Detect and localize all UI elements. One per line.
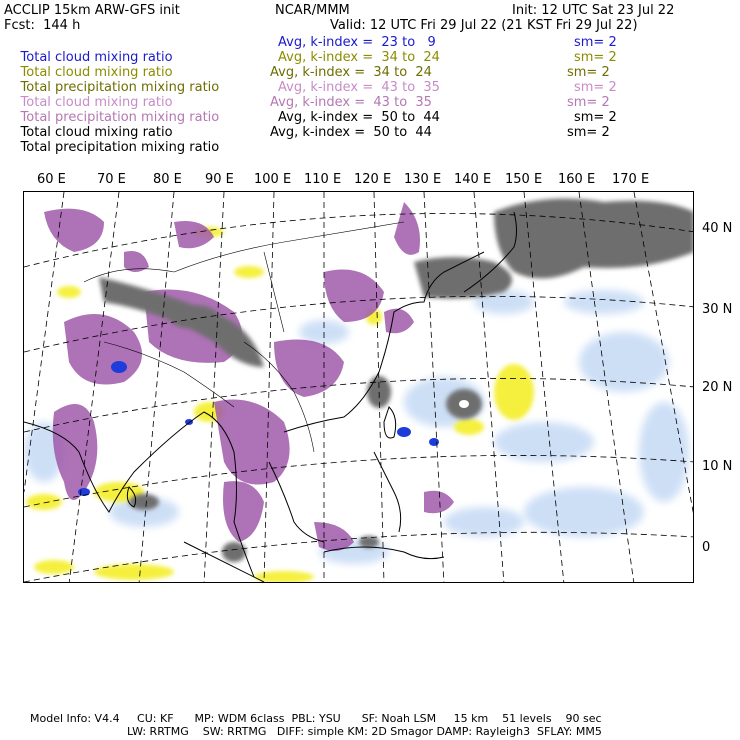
legend-sm: sm= 2 [574, 35, 617, 50]
legend-field-name: Total cloud mixing ratio [20, 125, 173, 140]
typhoon-eye [459, 400, 469, 408]
map-canvas [24, 192, 694, 583]
legend-field-name: Total precipitation mixing ratio [20, 110, 220, 125]
lon-label-120e: 120 E [354, 172, 392, 187]
legend-avg: Avg, k-index = 34 to 24 [270, 65, 432, 80]
legend-sm: sm= 2 [574, 110, 617, 125]
legend-field-name: Total precipitation mixing ratio [20, 140, 220, 155]
lon-label-170e: 170 E [612, 172, 650, 187]
organization-label: NCAR/MMM [275, 3, 350, 18]
legend-avg: Avg, k-index = 23 to 9 [278, 35, 436, 50]
legend-sm: sm= 2 [567, 125, 610, 140]
lon-label-60e: 60 E [37, 172, 66, 187]
lat-label-10n: 10 N [702, 459, 733, 474]
lat-label-20n: 20 N [702, 380, 733, 395]
lon-label-90e: 90 E [205, 172, 234, 187]
legend-field-name: Total cloud mixing ratio [20, 65, 173, 80]
legend-avg: Avg, k-index = 43 to 35 [270, 95, 432, 110]
lon-label-80e: 80 E [153, 172, 182, 187]
lon-label-110e: 110 E [304, 172, 342, 187]
legend-avg: Avg, k-index = 34 to 24 [278, 50, 440, 65]
lat-label-30n: 30 N [702, 302, 733, 317]
model-info-line2: LW: RRTMG SW: RRTMG DIFF: simple KM: 2D Smagor DAMP: Rayleigh3 SFLAY: MM5 [127, 725, 602, 738]
forecast-map[interactable] [23, 191, 694, 583]
model-info-line1: Model Info: V4.4 CU: KF MP: WDM 6class PBL: YSU SF: Noah LSM 15 km 51 levels 90 sec [30, 712, 602, 725]
lat-label-40n: 40 N [702, 221, 733, 236]
legend-field-name: Total cloud mixing ratio [20, 95, 173, 110]
lon-label-70e: 70 E [97, 172, 126, 187]
legend-field-name: Total cloud mixing ratio [20, 50, 173, 65]
legend-avg: Avg, k-index = 50 to 44 [278, 110, 440, 125]
lon-label-150e: 150 E [505, 172, 543, 187]
legend-field-name: Total precipitation mixing ratio [20, 80, 220, 95]
forecast-hour: Fcst: 144 h [4, 18, 81, 33]
init-time: Init: 12 UTC Sat 23 Jul 22 [512, 3, 675, 18]
legend-sm: sm= 2 [567, 65, 610, 80]
legend-sm: sm= 2 [574, 80, 617, 95]
legend-sm: sm= 2 [574, 50, 617, 65]
legend-sm: sm= 2 [567, 95, 610, 110]
legend-avg: Avg, k-index = 43 to 35 [278, 80, 440, 95]
lon-label-130e: 130 E [404, 172, 442, 187]
valid-time: Valid: 12 UTC Fri 29 Jul 22 (21 KST Fri 29 Jul 22) [330, 18, 638, 33]
legend-avg: Avg, k-index = 50 to 44 [270, 125, 432, 140]
lat-label-0: 0 [702, 540, 711, 555]
legend-row [4, 125, 219, 170]
lon-label-160e: 160 E [558, 172, 596, 187]
model-title: ACCLIP 15km ARW-GFS init [4, 3, 180, 18]
lon-label-140e: 140 E [454, 172, 492, 187]
lon-label-100e: 100 E [254, 172, 292, 187]
